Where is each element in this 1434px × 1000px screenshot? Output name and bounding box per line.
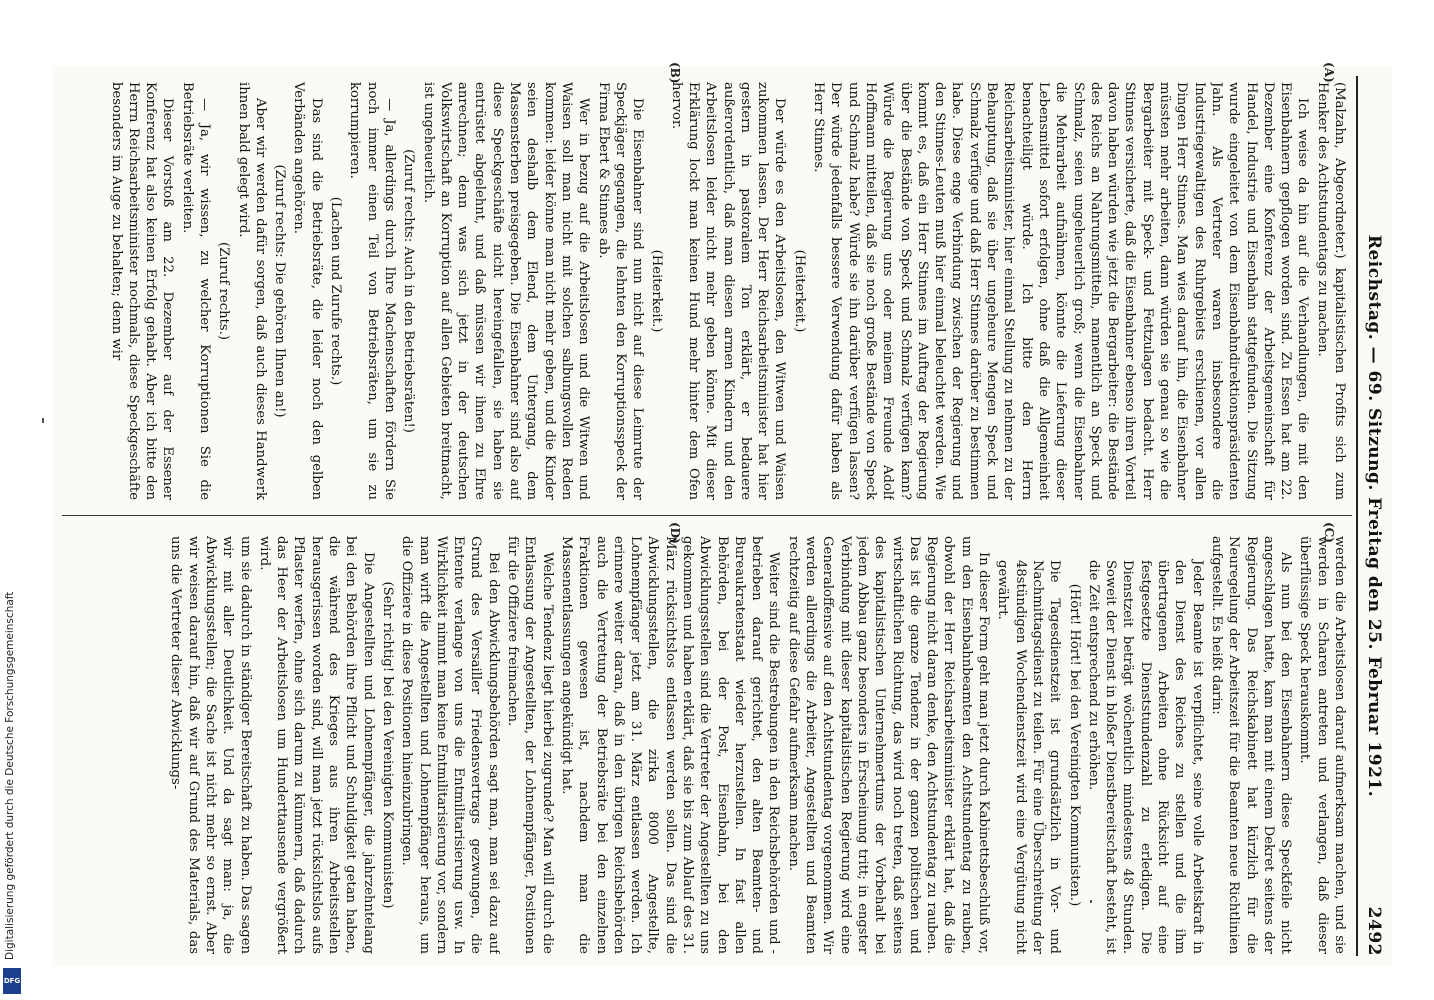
page-header bbox=[1356, 76, 1392, 956]
newspaper-page bbox=[52, 62, 1392, 966]
interjection: (Heiterkeit.) bbox=[649, 249, 665, 333]
paragraph: (Malzahn, Abgeordneter.) kapitalistischen Profits sich zum Henker des Achtstundentags zu machen. bbox=[1314, 82, 1347, 500]
interjection: (Heiterkeit.) bbox=[791, 249, 807, 333]
paragraph: Bei den Abwicklungsbehörden sagt man, man sei dazu auf Grund des Versailler Friedensvertrags gezwungen, die Entente verlange von uns die Entmilitarisierung usw. In Wirklichkeit nimmt man keine Entmilitarisierung vor, sondern man wirft die Angestellten und Lohnempfänger heraus, um die Offiziere in diese Positionen hineinzubringen. bbox=[399, 536, 501, 954]
paragraph: In dieser Form geht man jetzt durch Kabinettsbeschluß vor, um den Eisenbahnbeamten den Achtstundentag zu rauben, obwohl der Herr Reichsarbeitsminister erklärt hat, daß die Regierung nicht daran denke, den Achtstundentag zu rauben. Das ist die ganze Tendenz in der ganzen politischen und wirtschaftlichen Richtung, das wird noch treten, daß seitens des kapitalistischen Unternehmertums der Vorbehalt bei jedem Abbau ganz besonders in Erscheinung tritt; in engster Verbindung mit dieser kapitalistischen Regierung wird eine Generaloffensive auf den Achtstundentag vorgenommen. Wir werden allerdings die Arbeiter, Angestellten und Beamten rechtzeitig auf diese Gefahr aufmerksam machen. bbox=[785, 536, 992, 954]
margin-marker-d: (D) bbox=[668, 522, 682, 544]
paragraph: werden die Arbeitslosen darauf aufmerksam machen, und sie werden in Scharen antreten und verlangen, daß dieser überflüssige Speck herauskommt. bbox=[1297, 536, 1347, 954]
paragraph: Aber wir werden dafür sorgen, daß auch dieses Handwerk ihnen bald gelegt wird. bbox=[235, 82, 268, 500]
paragraph: Als nun bei den Eisenbahnern diese Speckfeile nicht angeschlagen hatte, kam man mit einem Dekret seitens der Regierung. Das Reichskabinett hat kürzlich für die Neuregelung der Arbeitszeit für die Beamten neue Richtlinien aufgestellt. Es heißt darin: bbox=[1208, 536, 1294, 954]
funding-note: Digitalisierung gefördert durch die Deutsche Forschungsgemeinschaft bbox=[4, 591, 16, 960]
left-column bbox=[58, 82, 1348, 500]
paragraph: Ich weise da hin auf die Verhandlungen, die mit den Eisenbahnern gepflogen worden sind. Zu Essen hat am 22. Dezember eine Konferenz der Arbeitsgemeinschaft für Handel, Industrie und Eisenbahn stattgefunden. Die Sitzung wurde eingeleitet von dem Eisenbahndirektionspräsidenten Jahn. Als Vertreter waren insbesondere die Industriegewaltigen des Ruhrgebiets erschienen, vor allen Dingen Herr Stinnes. Man wies darauf hin, die Eisenbahner müssten mehr arbeiten, dann würden sie genau so wie die Bergarbeiter mit Speck- und Fettzulagen bedacht. Herr Stinnes versicherte, daß die Eisenbahner ebenso ihren Vorteil davon haben würden wie jetzt die Bergarbeiter: die Bestände des Reichs an Nahrungsmitteln, namentlich an Speck und Schmalz, seien ungeheuerlich groß; wenn die Eisenbahner die Mehrarbeit aufnähmen, könnte die Lieferung dieser Lebensmittel sofort erfolgen, ohne daß die Allgemeinheit benachteiligt würde. Ich bitte den Herrn Reichsarbeitsminister, hier einmal Stellung zu nehmen zu der Behauptung, daß sie über ungeheure Mengen Speck und Schmalz verfüge und daß Herr Stinnes darüber zu bestimmen habe. Diese enge Verbindung zwischen der Regierung und den Stinnes-Leuten muß hier einmal beleuchtet werden. Wie kommt es, daß ein Herr Stinnes im Auftrag der Regierung über die Bestände von Speck und Schmalz verfügen kann? Würde die Regierung uns oder meinem Freunde Adolf Hoffmann mitteilen, daß sie noch große Bestände von Speck und Schmalz habe? Würde sie ihn darüber verfügen lassen? Der würde jedenfalls bessere Verwendung dafür haben als Herr Stinnes. bbox=[811, 82, 1311, 500]
interjection: (Sehr richtig! bei den Vereinigten Kommunisten) bbox=[379, 581, 395, 909]
paragraph: — Ja, allerdings durch Ihre Machenschaften fördern Sie noch immer einen Teil von Betriebsräten, um sie zu korrumpieren. bbox=[347, 82, 397, 500]
scan-speck bbox=[42, 418, 44, 423]
paragraph: — Ja, wir wissen, zu welcher Korruptionen Sie die Betriebsräte verleiten. bbox=[179, 82, 212, 500]
paragraph: Dieser Vorstoß am 22. Dezember auf der Essener Konferenz hat also keinen Erfolg gehabt. Aber ich bitte den Herrn Reichsarbeitsminister nochmals, diese Speckgeschäfte besonders im Auge zu behalten; denn wir bbox=[108, 82, 176, 500]
margin-marker-c: (C) bbox=[1322, 522, 1336, 543]
paragraph: Das sind die Betriebsräte, die leider noch den gelben Verbänden angehören. bbox=[291, 82, 324, 500]
interjection: (Zuruf rechts.) bbox=[216, 241, 232, 341]
paragraph: Welche Tendenz liegt hierbei zugrunde? Man will durch die Entlassung der Angestellten, der Lohnempfänger, Positionen für die Offiziere freimachen. bbox=[505, 536, 555, 954]
interjection: (Zuruf rechts: Auch in den Betriebsräten!) bbox=[401, 149, 417, 433]
header-title: Reichstag. — 69. Sitzung. Freitag den 25. Februar 1921. bbox=[1364, 234, 1384, 798]
dfg-logo: DFG bbox=[3, 968, 21, 994]
paragraph: Weiter sind die Bestrebungen in den Reichsbehörden und -betrieben darauf gerichtet, den alten Beamten- und Bureaukratenstaat wieder herzustellen. In fast allen Behörden, bei der Post, Eisenbahn, bei den Abwicklungsstellen sind die Vertreter der Angestellten zu uns gekommen und haben erklärt, daß sie bis zum Ablauf des 31. März rücksichtslos entlassen werden sollen. Das sind die Abwicklungsstellen, die zirka 8000 Angestellte, Lohnempfänger jetzt am 31. März entlassen werden. Ich erinnere weiter daran, daß in den übrigen Reichsbehörden auch die Vertretung der Betriebsräte bei den einzelnen Fraktionen gewesen ist, nachdem man die Massenentlassungen angekündigt hat. bbox=[558, 536, 782, 954]
right-column bbox=[58, 536, 1348, 954]
margin-marker-a: (A) bbox=[1322, 62, 1336, 83]
margin-marker-b: (B) bbox=[668, 62, 682, 84]
paragraph: Die Angestellten und Lohnempfänger, die jahrzehntelang bei den Behörden ihre Pflicht und Schuldigkeit getan haben, die während des Krieges aus ihren Arbeitsstellen herausgerissen worden sind, will man jetzt rücksichtslos aufs Pflaster werfen, ohne sich darum zu kümmern, daß dadurch das Heer der Arbeitslosen um Hunderttausende vergrößert wird. bbox=[256, 536, 376, 954]
quotation: Die Tagesdienstzeit ist grundsätzlich in Vor- und Nachmittagsdienst zu teilen. Für eine Überschreitung der 48stündigen Wochendienstzeit wird eine Vergütung nicht gewährt. bbox=[995, 560, 1063, 954]
interjection: (Zuruf rechts: Die gehören Ihnen an!) bbox=[272, 164, 288, 418]
column-divider bbox=[62, 515, 1352, 516]
page-number: 2492 bbox=[1364, 906, 1384, 956]
paragraph: Der würde es den Arbeitslosen, den Witwen und Waisen zukommen lassen. Der Herr Reichsarbeitsminister hat hier gestern in pastoralem Ton erklärt, er bedauere außerordentlich, daß man diesen armen Kindern und den Arbeitslosen leider nicht mehr geben könne. Mit dieser Erklärung lockt man keinen Hund mehr hinter dem Ofen hervor. bbox=[668, 82, 788, 500]
paragraph: Die Eisenbahner sind nun nicht auf diese Leimrute der Speckjäger gegangen, die lehnten den Korruptionsspeck der Firma Ebert & Stinnes ab. bbox=[595, 82, 646, 500]
scan-speck bbox=[1090, 900, 1092, 903]
paragraph: Wer in bezug auf die Arbeitslosen und die Witwen und Waisen soll man nicht mit solchen salbungsvollen Reden kommen: leider könne man nicht mehr geben, und die Kinder seien deshalb dem Elend, dem Untergang, dem Massensterben preisgegeben. Die Eisenbahner sind also auf diese Speckgeschäfte nicht hereingefallen, sie haben sie entrüstet abgelehnt, und daß müssen wir ihnen zu Ehre anrechnen; denn was sich jetzt in der deutschen Volkswirtschaft an Korruption auf allen Gebieten breitmacht, ist ungeheuerlich. bbox=[420, 82, 592, 500]
quotation: Jeder Beamte ist verpflichtet, seine volle Arbeitskraft in den Dienst des Reiches zu stellen und die ihm übertragenen Arbeiten ohne Rücksicht auf eine festgesetzte Dienststundenzahl zu erledigen. Die Dienstzeit beträgt wöchentlich mindestens 48 Stunden. Soweit der Dienst in bloßer Dienstbereitschaft besteht, ist die Zeit entsprechend zu erhöhen. bbox=[1085, 560, 1205, 954]
interjection: (Lachen und Zurufe rechts.) bbox=[328, 196, 344, 386]
paragraph: um sie dadurch in ständiger Bereitschaft zu haben. Das sagen wir mit aller Deutlichkeit. Und da sagt man: ja, die Abwicklungsstellen; die Sache ist nicht mehr so ernst. Aber wir weisen darauf hin, daß wir auf Grund des Materials, das uns die Vertreter dieser Abwicklungs- bbox=[168, 536, 253, 954]
interjection: (Hört! Hört! bei den Vereinigten Kommunisten.) bbox=[1066, 583, 1082, 907]
